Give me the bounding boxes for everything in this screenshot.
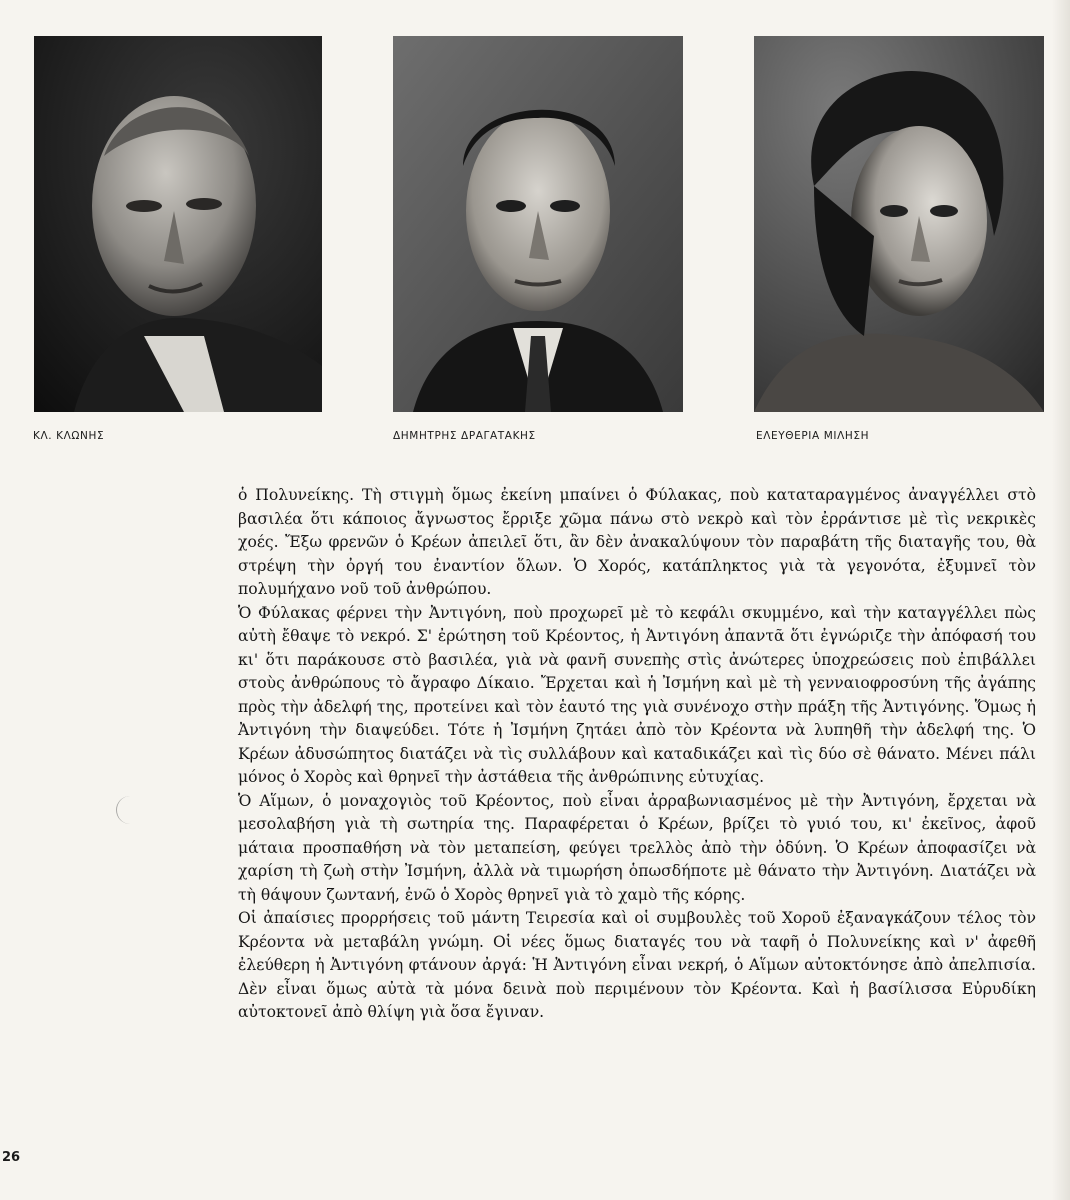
paragraph: ὁ Πολυνείκης. Τὴ στιγμὴ ὅμως ἐκείνη μπαίνει ὁ Φύλακας, ποὺ καταταραγμένος ἀναγγέλλει στὸ βασιλέα ὅτι κάποιος ἄγνωστος ἔρριξε χῶμα πάνω στὸ νεκρὸ καὶ τὸν ἐρράντισε μὲ τὶς νεκρικὲς χοές. Ἔξω φρενῶν ὁ Κρέων ἀπειλεῖ ὅτι, ἂν δὲν ἀνακαλύψουν τὸν παραβάτη τῆς διαταγῆς του, θὰ στρέψη τὴν ὀργή του ἐναντίον ὅλων. Ὁ Χορός, κατάπληκτος γιὰ τὰ γεγονότα, ἐξυμνεῖ τὸν πολυμήχανο νοῦ τοῦ ἀνθρώπου. [238, 486, 1036, 598]
margin-pencil-mark [116, 796, 131, 824]
paragraph: Ὁ Αἵμων, ὁ μοναχογιὸς τοῦ Κρέοντος, ποὺ εἶναι ἀρραβωνιασμένος μὲ τὴν Ἀντιγόνη, ἔρχεται νὰ μεσολαβήση γιὰ τὴ σωτηρία της. Παραφέρεται ὁ Κρέων, βρίζει τὸ γυιό του, κι' ἐκεῖνος, ἀφοῦ μάταια προσπαθήση νὰ τὸν μεταπείση, φεύγει τρελλὸς ἀπὸ τὴν ὀδύνη. Ὁ Κρέων ἀποφασίζει νὰ χαρίση τὴ ζωὴ στὴν Ἰσμήνη, ἀλλὰ νὰ τιμωρήση ὁπωσδήποτε μὲ θάνατο τὴν Ἀντιγόνη. Διατάζει νὰ τὴ θάψουν ζωντανή, ἐνῶ ὁ Χορὸς θρηνεῖ γιὰ τὸ χαμὸ τῆς κόρης. [238, 791, 1036, 904]
portrait-caption: ΕΛΕΥΘΕΡΙΑ ΜΙΛΗΣΗ [756, 430, 870, 442]
portrait-caption: ΚΛ. ΚΛΩΝΗΣ [33, 430, 105, 442]
paragraph: Οἱ ἀπαίσιες προρρήσεις τοῦ μάντη Τειρεσία καὶ οἱ συμβουλὲς τοῦ Χοροῦ ἐξαναγκάζουν τέλος τὸν Κρέοντα νὰ μεταβάλη γνώμη. Οἱ νέες ὅμως διαταγές του νὰ ταφῆ ὁ Πολυνείκης καὶ ν' ἀφεθῆ ἐλεύθερη ἡ Ἀντιγόνη φτάνουν ἀργά: Ἡ Ἀντιγόνη εἶναι νεκρή, ὁ Αἵμων αὐτοκτόνησε ἀπὸ ἀπελπισία. Δὲν εἶναι ὅμως αὐτὰ τὰ μόνα δεινὰ ποὺ περιμένουν τὸν Κρέοντα. Καὶ ἡ βασίλισσα Εὐρυδίκη αὐτοκτονεῖ ἀπὸ θλίψη γιὰ ὅσα ἔγιναν. [238, 909, 1036, 1021]
page-edge-shadow [1052, 0, 1070, 1200]
synopsis-text [238, 484, 1036, 1025]
portrait-photo-dragatakis [393, 36, 683, 412]
portrait-caption: ΔΗΜΗΤΡΗΣ ΔΡΑΓΑΤΑΚΗΣ [393, 430, 536, 442]
portrait-photo-klonis [34, 36, 322, 412]
portrait-photo-milisi [754, 36, 1044, 412]
page-number: 26 [2, 1150, 21, 1165]
paragraph: Ὁ Φύλακας φέρνει τὴν Ἀντιγόνη, ποὺ προχωρεῖ μὲ τὸ κεφάλι σκυμμένο, καὶ τὴν καταγγέλλει πὼς αὐτὴ ἔθαψε τὸ νεκρό. Σ' ἐρώτηση τοῦ Κρέοντος, ἡ Ἀντιγόνη ἀπαντᾶ ὅτι ἐγνώριζε τὴν ἀπόφασή του κι' ὅτι παράκουσε στὸ βασιλέα, γιὰ νὰ φανῆ συνεπὴς στὶς ἀνώτερες ὑποχρεώσεις ποὺ ἐπιβάλλει στοὺς ἀνθρώπους τὸ ἄγραφο Δίκαιο. Ἔρχεται καὶ ἡ Ἰσμήνη καὶ μὲ τὴ γενναιοφροσύνη τῆς ἀγάπης πρὸς τὴν ἀδελφή της, προτείνει καὶ τὸν ἑαυτό της γιὰ συνένοχο στὴν πράξη τῆς Ἀντιγόνης. Ὅμως ἡ Ἀντιγόνη τὴν διαψεύδει. Τότε ἡ Ἰσμήνη ζητάει ἀπὸ τὸν Κρέοντα νὰ λυπηθῆ τὴν ἀδελφή της. Ὁ Κρέων ἀδυσώπητος διατάζει νὰ τὶς συλλάβουν καὶ καταδικάζει καὶ τὶς δύο σὲ θάνατο. Μένει πάλι μόνος ὁ Χορὸς καὶ θρηνεῖ τὴν ἀστάθεια τῆς ἀνθρώπινης εὐτυχίας. [238, 603, 1036, 786]
